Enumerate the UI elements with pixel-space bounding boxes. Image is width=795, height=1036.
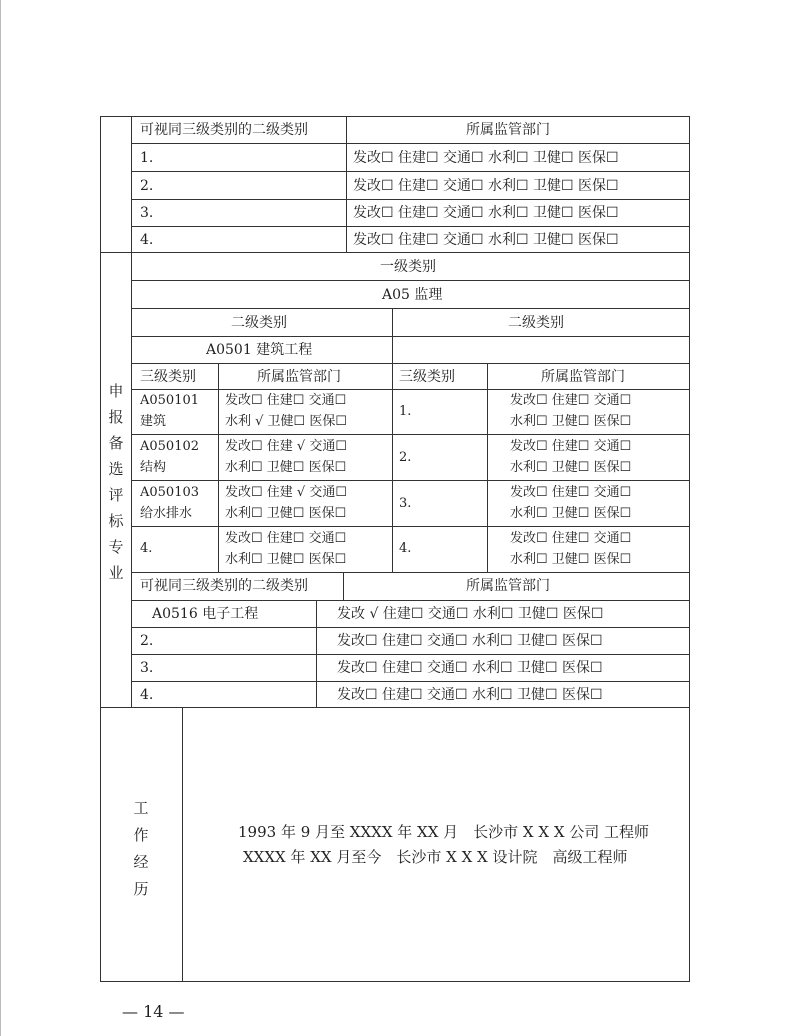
l3-left-1-code: A050101	[140, 393, 200, 408]
bottom-row-4-no: 4.	[140, 687, 154, 703]
l3-right-1-line1[interactable]: 发改☐ 住建☐ 交通☐	[510, 393, 632, 408]
l3-left-3-name: 给水排水	[140, 506, 193, 521]
l3-right-1-code: 1.	[399, 404, 412, 419]
l3-left-1-line1[interactable]: 发改☐ 住建☐ 交通☐	[225, 393, 347, 408]
level1-header: 一级类别	[380, 259, 436, 275]
level2-left-header: 二级类别	[231, 315, 287, 331]
l3-left-4-line2[interactable]: 水利☐ 卫健☐ 医保☐	[225, 552, 347, 567]
bottom-row-4-depts[interactable]: 发改☐ 住建☐ 交通☐ 水利☐ 卫健☐ 医保☐	[337, 687, 603, 703]
bottom-header-right: 所属监管部门	[466, 578, 550, 594]
level2-right-header: 二级类别	[508, 315, 564, 331]
top-row-3-depts[interactable]: 发改☐ 住建☐ 交通☐ 水利☐ 卫健☐ 医保☐	[353, 205, 619, 221]
top-row-3-no: 3.	[140, 205, 154, 221]
level3-left-col-dept: 所属监管部门	[257, 369, 341, 385]
top-row-1-depts[interactable]: 发改☐ 住建☐ 交通☐ 水利☐ 卫健☐ 医保☐	[353, 150, 619, 166]
l3-left-3-line2[interactable]: 水利☐ 卫健☐ 医保☐	[225, 506, 347, 521]
l3-left-2-code: A050102	[140, 439, 200, 454]
section-label-text: 申报备选评标专业	[108, 382, 124, 582]
l3-right-4-line1[interactable]: 发改☐ 住建☐ 交通☐	[510, 531, 632, 546]
top-header-right: 所属监管部门	[466, 122, 550, 138]
page-number: — 14 —	[122, 1002, 185, 1021]
l3-right-2-line1[interactable]: 发改☐ 住建☐ 交通☐	[510, 439, 632, 454]
level3-right-col-dept: 所属监管部门	[541, 369, 625, 385]
l3-right-3-line1[interactable]: 发改☐ 住建☐ 交通☐	[510, 485, 632, 500]
l3-right-2-line2[interactable]: 水利☐ 卫健☐ 医保☐	[510, 460, 632, 475]
bottom-row-2-depts[interactable]: 发改☐ 住建☐ 交通☐ 水利☐ 卫健☐ 医保☐	[337, 633, 603, 649]
top-row-2-depts[interactable]: 发改☐ 住建☐ 交通☐ 水利☐ 卫健☐ 医保☐	[353, 178, 619, 194]
level3-right-col-cat: 三级类别	[399, 369, 455, 385]
top-row-4-depts[interactable]: 发改☐ 住建☐ 交通☐ 水利☐ 卫健☐ 医保☐	[353, 232, 619, 248]
bottom-row-1-no: A0516 电子工程	[152, 606, 259, 622]
work-line-2: XXXX 年 XX 月至今 长沙市 X X X 设计院 高级工程师	[243, 848, 628, 866]
l3-right-4-code: 4.	[399, 541, 412, 556]
l3-left-2-line2[interactable]: 水利☐ 卫健☐ 医保☐	[225, 460, 347, 475]
l3-left-1-name: 建筑	[140, 414, 167, 429]
l3-left-3-code: A050103	[140, 485, 200, 500]
l3-right-3-line2[interactable]: 水利☐ 卫健☐ 医保☐	[510, 506, 632, 521]
level2-left-value: A0501 建筑工程	[206, 342, 313, 358]
bottom-header-left: 可视同三级类别的二级类别	[140, 578, 308, 594]
bottom-row-2-no: 2.	[140, 633, 154, 649]
top-row-2-no: 2.	[140, 178, 154, 194]
work-line-1: 1993 年 9 月至 XXXX 年 XX 月 长沙市 X X X 公司 工程师	[238, 823, 650, 841]
top-row-1-no: 1.	[140, 150, 154, 166]
l3-left-4-line1[interactable]: 发改☐ 住建☐ 交通☐	[225, 531, 347, 546]
l3-left-2-name: 结构	[140, 460, 167, 475]
l3-left-3-line1[interactable]: 发改☐ 住建 √ 交通☐	[225, 485, 347, 500]
top-header-left: 可视同三级类别的二级类别	[140, 122, 308, 138]
bottom-row-1-depts[interactable]: 发改 √ 住建☐ 交通☐ 水利☐ 卫健☐ 医保☐	[337, 606, 604, 622]
l3-left-4-code: 4.	[140, 541, 153, 556]
level3-left-col-cat: 三级类别	[140, 369, 196, 385]
bottom-row-3-no: 3.	[140, 660, 154, 676]
l3-right-1-line2[interactable]: 水利☐ 卫健☐ 医保☐	[510, 414, 632, 429]
level1-value: A05 监理	[382, 287, 443, 303]
l3-right-3-code: 3.	[399, 496, 412, 511]
l3-right-2-code: 2.	[399, 450, 412, 465]
section-label	[106, 378, 126, 586]
l3-left-1-line2[interactable]: 水利 √ 卫健☐ 医保☐	[225, 414, 347, 429]
top-row-4-no: 4.	[140, 232, 154, 248]
work-label-text: 工作经历	[133, 799, 149, 898]
bottom-row-3-depts[interactable]: 发改☐ 住建☐ 交通☐ 水利☐ 卫健☐ 医保☐	[337, 660, 603, 676]
l3-left-2-line1[interactable]: 发改☐ 住建 √ 交通☐	[225, 439, 347, 454]
l3-right-4-line2[interactable]: 水利☐ 卫健☐ 医保☐	[510, 552, 632, 567]
work-label	[131, 795, 151, 903]
page-edge	[0, 0, 1, 1036]
